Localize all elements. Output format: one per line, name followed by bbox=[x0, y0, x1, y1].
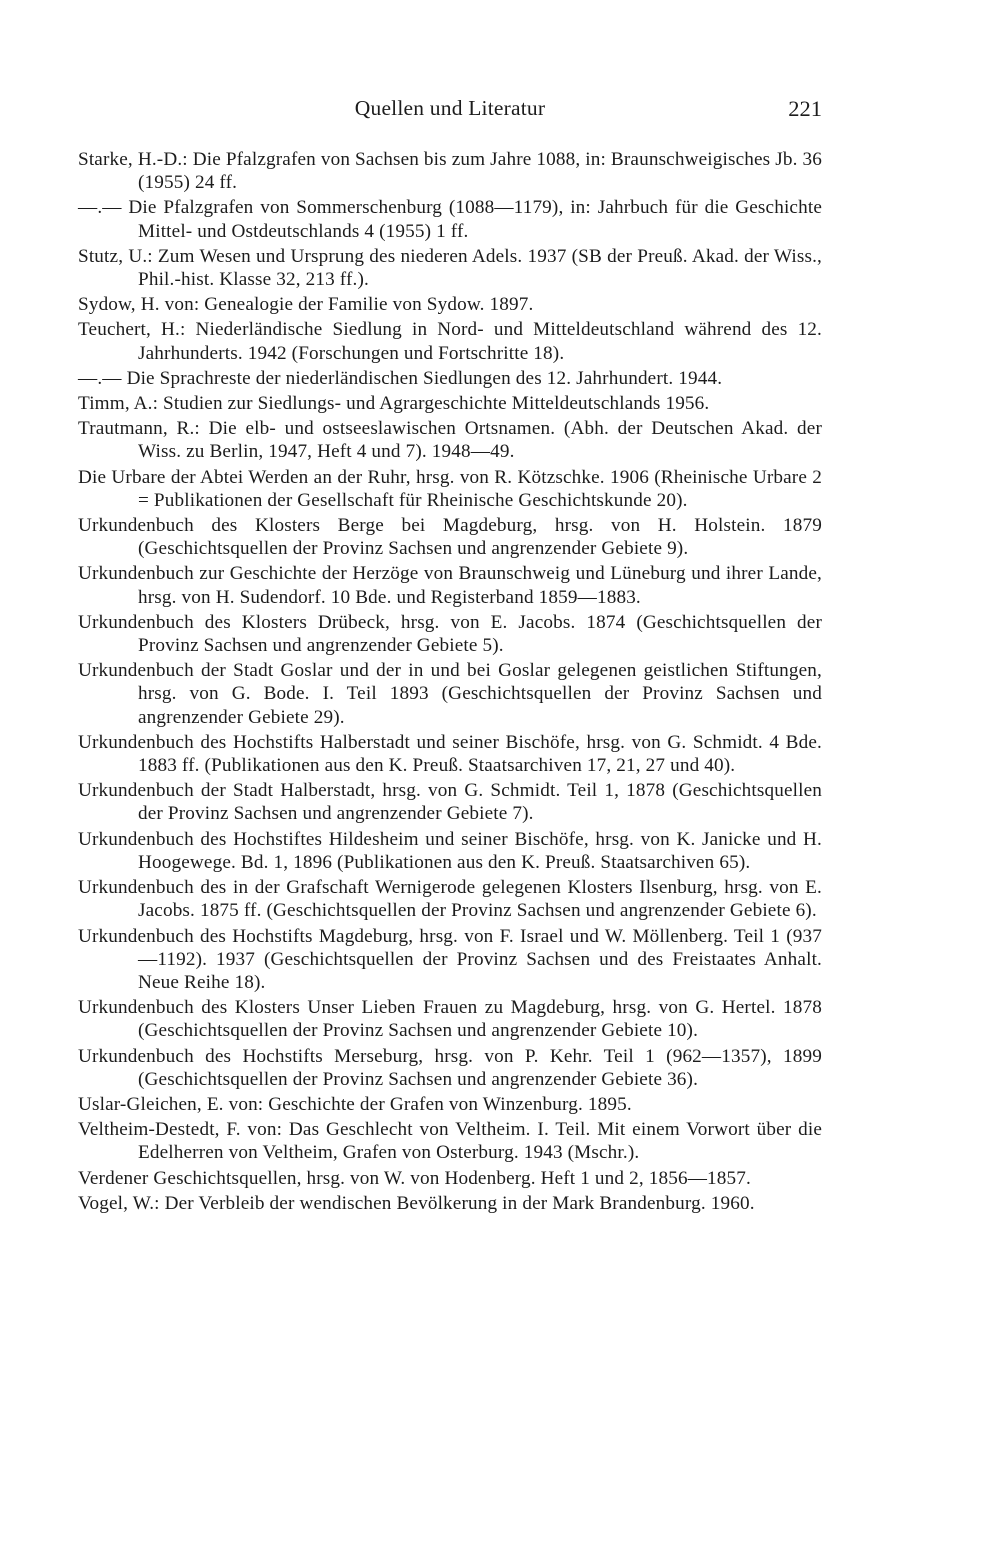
bibliography-list bbox=[78, 148, 822, 1217]
bibliography-entry: Verdener Geschichtsquellen, hrsg. von W. von Hodenberg. Heft 1 und 2, 1856—1857. bbox=[78, 1167, 751, 1189]
bibliography-entry: Urkundenbuch der Stadt Goslar und der in und bei Goslar gelegenen geistlichen Stiftungen, hrsg. von G. Bode. I. Teil 1893 (Geschichtsquellen der Provinz Sachsen und angrenzender Gebiete 29). bbox=[78, 660, 822, 728]
bibliography-entry: Urkundenbuch des Hochstifts Magdeburg, hrsg. von F. Israel und W. Möllenberg. Teil 1 (937—1192). 1937 (Geschichtsquellen der Provinz Sachsen und des Freistaates Anhalt. Neue Reihe 18). bbox=[78, 925, 822, 993]
running-head bbox=[78, 96, 822, 130]
bibliography-entry: Urkundenbuch des Klosters Berge bei Magdeburg, hrsg. von H. Holstein. 1879 (Geschichtsquellen der Provinz Sachsen und angrenzender Gebiete 9). bbox=[78, 515, 822, 560]
bibliography-entry: Stutz, U.: Zum Wesen und Ursprung des niederen Adels. 1937 (SB der Preuß. Akad. der Wiss., Phil.-hist. Klasse 32, 213 ff.). bbox=[78, 245, 822, 291]
bibliography-entry: Urkundenbuch der Stadt Halberstadt, hrsg. von G. Schmidt. Teil 1, 1878 (Geschichtsquellen der Provinz Sachsen und angrenzender Gebiete 7). bbox=[78, 780, 822, 825]
bibliography-entry: Starke, H.-D.: Die Pfalzgrafen von Sachsen bis zum Jahre 1088, in: Braunschweigisches Jb. 36 (1955) 24 ff. bbox=[78, 149, 822, 194]
bibliography-entry: Trautmann, R.: Die elb- und ostseeslawischen Ortsnamen. (Abh. der Deutschen Akad. der Wiss. zu Berlin, 1947, Heft 4 und 7). 1948—49. bbox=[78, 418, 822, 463]
bibliography-entry: Urkundenbuch des Hochstiftes Hildesheim und seiner Bischöfe, hrsg. von K. Janicke und H. Hoogewege. Bd. 1, 1896 (Publikationen aus den K. Preuß. Staatsarchiven 65). bbox=[78, 828, 822, 873]
bibliography-entry: Veltheim-Destedt, F. von: Das Geschlecht von Veltheim. I. Teil. Mit einem Vorwort über die Edelherren von Veltheim, Grafen von Osterburg. 1943 (Mschr.). bbox=[78, 1119, 822, 1164]
bibliography-entry: Die Urbare der Abtei Werden an der Ruhr, hrsg. von R. Kötzschke. 1906 (Rheinische Urbare 2 = Publikationen der Gesellschaft für Rheinische Geschichtskunde 20). bbox=[78, 466, 822, 511]
bibliography-entry: Vogel, W.: Der Verbleib der wendischen Bevölkerung in der Mark Brandenburg. 1960. bbox=[78, 1192, 755, 1214]
bibliography-entry: —.— Die Pfalzgrafen von Sommerschenburg (1088—1179), in: Jahrbuch für die Geschichte Mittel- und Ostdeutschlands 4 (1955) 1 ff. bbox=[78, 197, 822, 242]
bibliography-entry: —.— Die Sprachreste der niederländischen Siedlungen des 12. Jahrhundert. 1944. bbox=[78, 367, 723, 389]
bibliography-entry: Urkundenbuch zur Geschichte der Herzöge von Braunschweig und Lüneburg und ihrer Lande, hrsg. von H. Sudendorf. 10 Bde. und Registerband 1859—1883. bbox=[78, 563, 822, 608]
bibliography-entry: Sydow, H. von: Genealogie der Familie von Sydow. 1897. bbox=[78, 294, 534, 316]
bibliography-entry: Urkundenbuch des Klosters Unser Lieben Frauen zu Magdeburg, hrsg. von G. Hertel. 1878 (Geschichtsquellen der Provinz Sachsen und angrenzender Gebiete 10). bbox=[78, 997, 822, 1042]
bibliography-entry: Urkundenbuch des in der Grafschaft Wernigerode gelegenen Klosters Ilsenburg, hrsg. von E. Jacobs. 1875 ff. (Geschichtsquellen der Provinz Sachsen und angrenzender Gebiete 6). bbox=[78, 877, 822, 922]
bibliography-entry: Urkundenbuch des Hochstifts Halberstadt und seiner Bischöfe, hrsg. von G. Schmidt. 4 Bde. 1883 ff. (Publikationen aus den K. Preuß. Staatsarchiven 17, 21, 27 und 40). bbox=[78, 731, 822, 777]
bibliography-entry: Teuchert, H.: Niederländische Siedlung in Nord- und Mitteldeutschland während des 12. Jahrhunderts. 1942 (Forschungen und Fortschritte 18). bbox=[78, 319, 822, 364]
bibliography-entry: Urkundenbuch des Klosters Drübeck, hrsg. von E. Jacobs. 1874 (Geschichtsquellen der Provinz Sachsen und angrenzender Gebiete 5). bbox=[78, 611, 822, 657]
bibliography-entry: Uslar-Gleichen, E. von: Geschichte der Grafen von Winzenburg. 1895. bbox=[78, 1093, 632, 1115]
bibliography-entry: Urkundenbuch des Hochstifts Merseburg, hrsg. von P. Kehr. Teil 1 (962—1357), 1899 (Geschichtsquellen der Provinz Sachsen und angrenzender Gebiete 36). bbox=[78, 1045, 822, 1090]
running-title: Quellen und Literatur bbox=[354, 96, 546, 120]
bibliography-entry: Timm, A.: Studien zur Siedlungs- und Agrargeschichte Mitteldeutschlands 1956. bbox=[78, 393, 710, 415]
page-number: 221 bbox=[788, 96, 822, 121]
